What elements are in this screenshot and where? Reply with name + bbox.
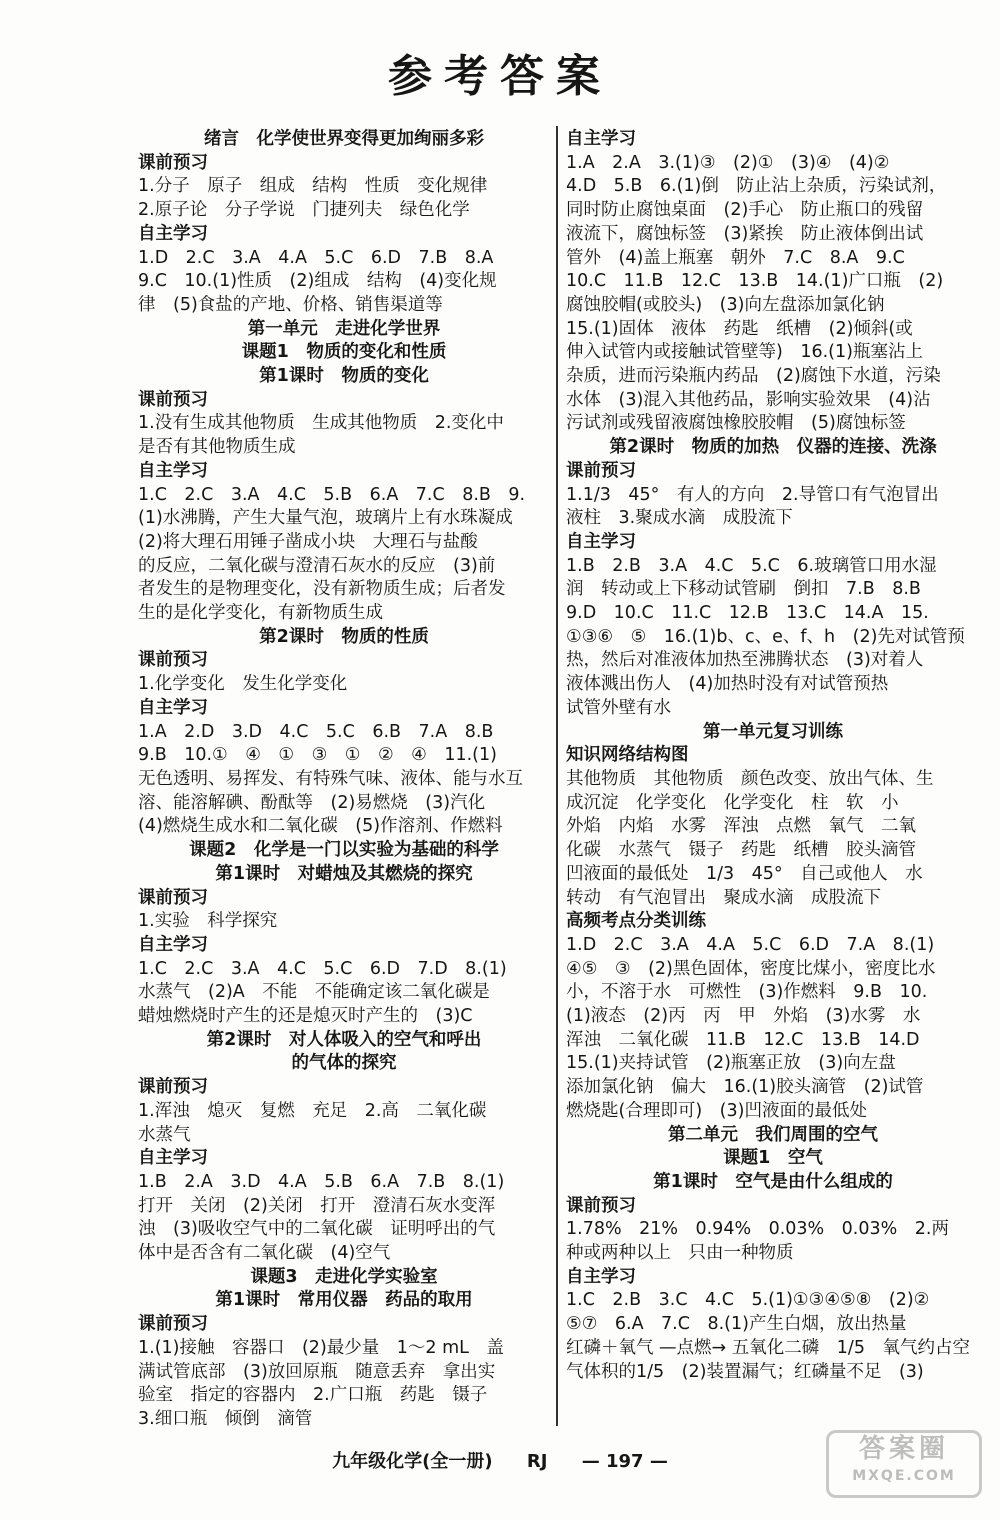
watermark-text: 答案圈 [858,1434,949,1464]
answer-line: 水体 (3)混入其他药品，影响实验效果 (4)沾 [566,389,931,410]
section-heading: 课题1 空气 [723,1148,823,1169]
section-heading: 第2课时 物质的加热 仪器的连接、洗涤 [609,437,937,458]
subsection-label: 自主学习 [566,531,636,552]
answer-line: ①③⑥ ⑤ 16.(1)b、c、e、f、h (2)先对试管预 [566,626,965,647]
subsection-label: 课前预习 [566,1195,636,1216]
answer-line: 腐蚀胶帽(或胶头) (3)向左盘添加氯化钠 [566,294,885,315]
answer-line: 1.D 2.C 3.A 4.A 5.C 6.D 7.A 8.(1) [566,934,935,955]
answer-line: 验室 指定的容器内 2.广口瓶 药匙 镊子 [138,1385,488,1406]
answer-line: 9.C 10.(1)性质 (2)组成 结构 (4)变化规 [138,271,497,292]
answer-line: 9.B 10.① ④ ① ③ ① ② ④ 11.(1) [138,745,497,766]
answer-line: 浊 (3)吸收空气中的二氧化碳 证明呼出的气 [138,1219,496,1240]
subsection-label: 课前预习 [138,1314,208,1335]
subsection-label: 自主学习 [138,460,208,481]
section-heading: 第二单元 我们周围的空气 [668,1124,878,1145]
answer-line: 1.分子 原子 组成 结构 性质 变化规律 [138,176,488,197]
footer-book-title: 九年级化学(全一册) [332,1451,493,1472]
section-heading: 第2课时 物质的性质 [259,626,429,647]
section-heading: 第1课时 空气是由什么组成的 [653,1171,893,1192]
section-heading: 课题3 走进化学实验室 [250,1266,438,1287]
subsection-label: 知识网络结构图 [566,745,689,766]
answer-line: 15.(1)固体 液体 药匙 纸槽 (2)倾斜(或 [566,318,913,339]
section-heading: 课题2 化学是一门以实验为基础的科学 [189,840,499,861]
answer-line: 1.78% 21% 0.94% 0.03% 0.03% 2.两 [566,1219,949,1240]
section-heading: 第2课时 对人体吸入的空气和呼出 [206,1029,482,1050]
answer-line: 添加氯化钠 偏大 16.(1)胶头滴管 (2)试管 [566,1077,924,1098]
left-column [138,128,550,1432]
answer-line: 者发生的是物理变化，没有新物质生成；后者发 [138,579,506,600]
subsection-label: 自主学习 [566,129,636,149]
answer-line: 2.原子论 分子学说 门捷列夫 绿色化学 [138,200,470,221]
answer-line: 15.(1)夹持试管 (2)瓶塞正放 (3)向左盘 [566,1053,896,1074]
section-heading: 第1课时 常用仪器 药品的取用 [215,1290,473,1311]
right-column [566,128,980,1384]
answer-line: 液体溅出伤人 (4)加热时没有对试管预热 [566,674,889,695]
answer-line: 的反应，二氧化碳与澄清石灰水的反应 (3)前 [138,555,496,576]
answer-line: 3.细口瓶 倾倒 滴管 [138,1408,313,1429]
subsection-label: 课前预习 [566,460,636,481]
answer-line: 试管外壁有水 [566,697,671,718]
subsection-label: 自主学习 [138,223,208,244]
answer-line: 溶、能溶解碘、酚酞等 (2)易燃烧 (3)汽化 [138,792,486,813]
answer-line: 1.(1)接触 容器口 (2)最少量 1～2 mL 盖 [138,1337,504,1358]
answer-line: (1)水沸腾，产生大量气泡，玻璃片上有水珠凝成 [138,508,513,529]
subsection-label: 课前预习 [138,152,208,173]
answer-line: 成沉淀 化学变化 化学变化 柱 软 小 [566,792,899,813]
answer-line: 红磷＋氧气 —点燃→ 五氧化二磷 1/5 氧气约占空 [566,1337,970,1358]
subsection-label: 高频考点分类训练 [566,911,706,932]
answer-line: 化碳 水蒸气 镊子 药匙 纸槽 胶头滴管 [566,840,916,861]
section-heading: 课题1 物质的变化和性质 [241,342,447,363]
section-heading: 第一单元复习训练 [703,721,843,742]
answer-line: 污试剂或残留液腐蚀橡胶胶帽 (5)腐蚀标签 [566,413,906,434]
answer-line: 润 转动或上下移动试管刷 倒扣 7.B 8.B [566,579,921,600]
answer-line: 1.B 2.A 3.D 4.A 5.B 6.A 7.B 8.(1) [138,1171,505,1192]
answer-line: 凹液面的最低处 1/3 45° 自己或他人 水 [566,863,923,884]
answer-line: 1.C 2.C 3.A 4.C 5.B 6.A 7.C 8.B 9. [138,484,526,505]
answer-line: 小，不溶于水 可燃性 (3)作燃料 9.B 10. [566,982,928,1003]
subsection-label: 自主学习 [138,934,208,955]
footer-edition: RJ [526,1451,548,1472]
answer-line: 同时防止腐蚀桌面 (2)手心 防止瓶口的残留 [566,200,924,221]
watermark-logo [826,1430,982,1498]
answer-line: 1.B 2.B 3.A 4.C 5.C 6.玻璃管口用水湿 [566,555,937,576]
answer-line: 1.实验 科学探究 [138,911,278,932]
column-divider [556,126,558,1426]
answer-line: 蜡烛燃烧时产生的还是熄灭时产生的 (3)C [138,1006,473,1027]
answer-line: 热，然后对准液体加热至沸腾状态 (3)对着人 [566,650,924,671]
answer-line: 1.C 2.C 3.A 4.C 5.C 6.D 7.D 8.(1) [138,958,507,979]
answer-line: 水蒸气 (2)A 不能 不能确定该二氧化碳是 [138,982,490,1003]
answer-line: 种或两种以上 只由一种物质 [566,1243,794,1264]
answer-line: 其他物质 其他物质 颜色改变、放出气体、生 [566,768,934,789]
answer-line: (4)燃烧生成水和二氧化碳 (5)作溶剂、作燃料 [138,816,503,837]
answer-line: 是否有其他物质生成 [138,437,296,458]
answer-line: 液流下，腐蚀标签 (3)紧挨 防止液体倒出试 [566,223,924,244]
answer-line: 1.A 2.A 3.(1)③ (2)① (3)④ (4)② [566,152,890,173]
answer-line: ④⑤ ③ (2)黑色固体，密度比煤小，密度比水 [566,958,936,979]
subsection-label: 课前预习 [138,389,208,410]
subsection-label: 课前预习 [138,650,208,671]
answer-line: 外焰 内焰 水雾 浑浊 点燃 氧气 二氧 [566,816,916,837]
answer-line: 满试管底部 (3)放回原瓶 随意丢弃 拿出实 [138,1361,496,1382]
answer-line: 转动 有气泡冒出 聚成水滴 成股流下 [566,887,881,908]
subsection-label: 课前预习 [138,1077,208,1098]
answer-line: 1.化学变化 发生化学变化 [138,674,348,695]
section-heading: 的气体的探究 [291,1053,397,1074]
answer-line: 1.D 2.C 3.A 4.A 5.C 6.D 7.B 8.A [138,247,494,268]
section-heading: 第1课时 对蜡烛及其燃烧的探究 [215,863,473,884]
answer-line: 浑浊 二氧化碳 11.B 12.C 13.B 14.D [566,1029,920,1050]
answer-line: 1.1/3 45° 有人的方向 2.导管口有气泡冒出 [566,484,939,505]
answer-line: 伸入试管内或接触试管壁等) 16.(1)瓶塞沾上 [566,342,923,363]
section-heading: 第一单元 走进化学世界 [247,318,441,339]
answer-line: (2)将大理石用锤子凿成小块 大理石与盐酸 [138,531,478,552]
answer-line: 1.浑浊 熄灭 复燃 充足 2.高 二氧化碳 [138,1100,487,1121]
subsection-label: 自主学习 [138,1148,208,1169]
answer-line: 1.没有生成其他物质 生成其他物质 2.变化中 [138,413,504,434]
answer-line: 9.D 10.C 11.C 12.B 13.C 14.A 15. [566,603,929,624]
answer-line: 律 (5)食盐的产地、价格、销售渠道等 [138,294,443,315]
answer-line: 燃烧匙(合理即可) (3)凹液面的最低处 [566,1100,867,1121]
watermark-url: MXQE.COM [852,1468,956,1484]
section-heading: 绪言 化学使世界变得更加绚丽多彩 [204,129,484,149]
section-heading: 第1课时 物质的变化 [259,366,429,387]
answer-line: ⑤⑦ 6.A 7.C 8.(1)产生白烟，放出热量 [566,1314,907,1335]
answer-line: 1.C 2.B 3.C 4.C 5.(1)①③④⑤⑧ (2)② [566,1290,930,1311]
subsection-label: 自主学习 [566,1266,636,1287]
subsection-label: 课前预习 [138,887,208,908]
footer-page-number: — 197 — [581,1451,668,1472]
answer-line: 杂质，进而污染瓶内药品 (2)腐蚀下水道，污染 [566,366,941,387]
answer-line: 气体积的1/5 (2)装置漏气；红磷量不足 (3) [566,1361,924,1382]
answer-line: (1)液态 (2)丙 丙 甲 外焰 (3)水雾 水 [566,1006,921,1027]
page-title: 参考答案 [388,51,612,102]
answer-line: 水蒸气 [138,1124,191,1145]
subsection-label: 自主学习 [138,697,208,718]
answer-line: 生的是化学变化，有新物质生成 [138,603,383,624]
answer-line: 1.A 2.D 3.D 4.C 5.C 6.B 7.A 8.B [138,721,494,742]
answer-line: 4.D 5.B 6.(1)倒 防止沾上杂质，污染试剂， [566,176,947,197]
answer-line: 打开 关闭 (2)关闭 打开 澄清石灰水变浑 [138,1195,496,1216]
answer-line: 无色透明、易挥发、有特殊气味、液体、能与水互 [138,768,523,789]
answer-line: 体中是否含有二氧化碳 (4)空气 [138,1243,391,1264]
answer-line: 管外 (4)盖上瓶塞 朝外 7.C 8.A 9.C [566,247,905,268]
answer-line: 液柱 3.聚成水滴 成股流下 [566,508,793,529]
answer-line: 10.C 11.B 12.C 13.B 14.(1)广口瓶 (2) [566,271,944,292]
